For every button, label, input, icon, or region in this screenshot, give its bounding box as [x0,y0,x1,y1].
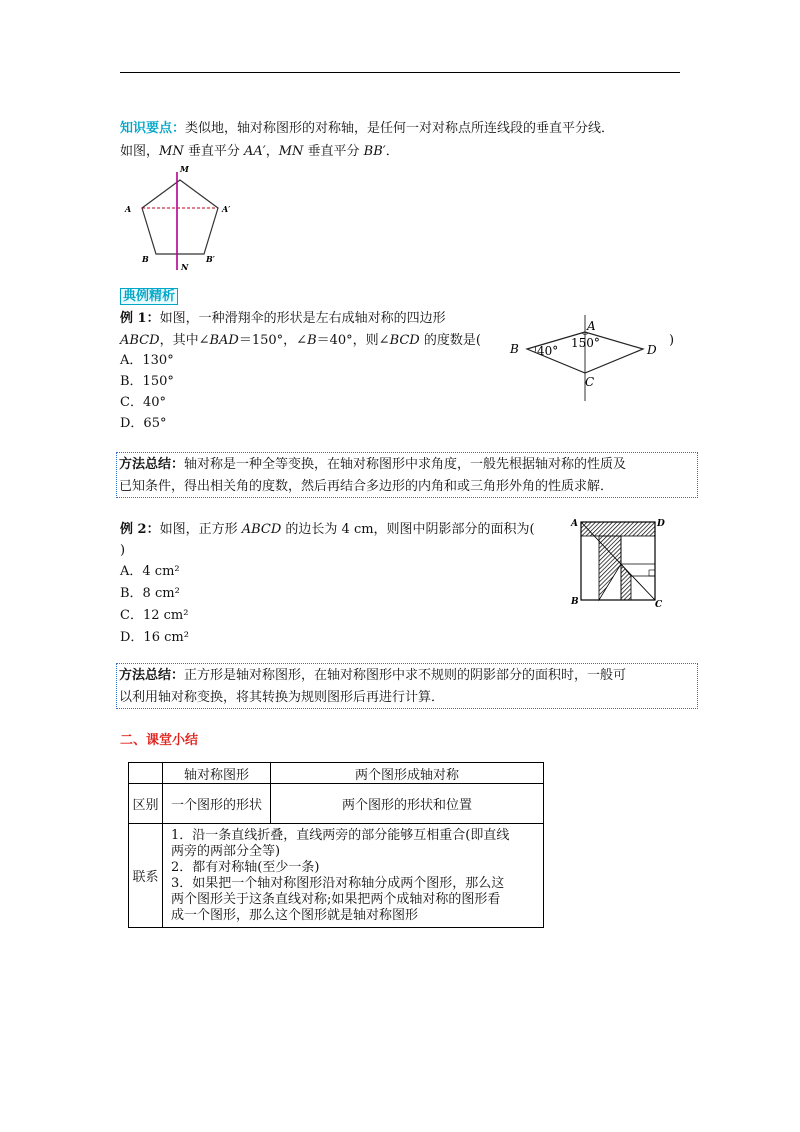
example2-line-1: 例 2：如图，正方形 ABCD 的边长为 4 cm，则图中阴影部分的面积为( [120,522,535,537]
label-m: M [180,164,189,174]
summary-table [128,762,544,928]
header-cell-empty [129,763,163,784]
table-header-row [129,763,544,784]
example1-label: 例 1： [120,311,160,326]
kite-label-a: A [587,319,596,333]
example2-label: 例 2： [120,522,160,537]
kite-angle-b-label: 40° [537,344,559,358]
link-line-1: 1．沿一条直线折叠，直线两旁的部分能够互相重合(即直线 [171,827,510,843]
kite-angle-a-label: 150° [571,336,600,350]
header-cell-1: 轴对称图形 [163,763,271,784]
method2-line-2: 以利用轴对称变换，将其转换为规则图形后再进行计算． [119,690,445,705]
row-diff-col1: 一个图形的形状 [163,784,271,824]
shaded-left-region [599,536,621,600]
method1-line-2: 已知条件，得出相关角的度数，然后再结合多边形的内角和或三角形外角的性质求解． [119,479,614,494]
angle-b-arc [535,346,536,352]
pentagon-shape [142,180,218,254]
method2-line-1: 方法总结：正方形是轴对称图形，在轴对称图形中求不规则的阴影部分的面积时，一般可 [119,668,627,683]
row-diff-col2: 两个图形的形状和位置 [271,784,544,824]
link-line-5: 两个图形关于这条直线对称;如果把两个成轴对称的图形看 [171,891,501,907]
example1-line-1: 例 1：如图，一种滑翔伞的形状是左右成轴对称的四边形 [120,311,446,326]
method-summary-2 [116,663,698,709]
label-a: A [125,204,132,214]
example1-option-c: C．40° [120,395,166,410]
pentagon-figure [120,160,240,275]
square-label-d: D [657,519,665,529]
example2-option-b: B．8 cm² [120,586,180,601]
summary-heading: 二、课堂小结 [120,733,199,748]
link-line-6: 成一个图形，那么这个图形就是轴对称图形 [171,907,419,923]
row-link-content [163,824,544,928]
square-label-b: B [571,597,579,607]
header-rule [120,72,680,73]
kite-label-b: B [510,342,519,356]
knowledge-line-1 [120,120,614,138]
label-b-prime: B′ [206,254,215,264]
example2-option-a: A．4 cm² [120,564,180,579]
label-b: B [142,254,149,264]
example1-option-d: D．65° [120,416,167,431]
row-link-label: 联系 [129,824,163,928]
link-line-4: 3．如果把一个轴对称图形沿对称轴分成两个图形，那么这 [171,875,505,891]
kite-label-d: D [647,343,657,357]
knowledge-text: 类似地，轴对称图形的对称轴，是任何一对对称点所连线段的垂直平分线． [185,121,615,136]
example1-option-b: B．150° [120,374,174,389]
example1-line-2: ABCD，其中∠BAD＝150°，∠B＝40°，则∠BCD 的度数是( [120,333,481,348]
link-line-3: 2．都有对称轴(至少一条) [171,859,320,875]
table-row-relation [129,824,544,928]
example1-close-paren: ) [669,333,675,348]
header-cell-2: 两个图形成轴对称 [271,763,544,784]
method-summary-1 [116,452,698,498]
example2-option-c: C．12 cm² [120,608,189,623]
knowledge-label: 知识要点： [120,121,186,136]
square-label-a: A [571,519,578,529]
label-n: N [181,262,189,272]
section-heading: 典例精析 [120,288,178,306]
link-line-2: 两旁的两部分全等) [171,843,281,859]
table-row-difference [129,784,544,824]
kite-label-c: C [585,375,595,389]
label-a-prime: A′ [222,204,231,214]
row-diff-label: 区别 [129,784,163,824]
example1-option-a: A．130° [120,353,174,368]
square-label-c: C [655,600,663,610]
right-angle-mark [649,570,655,576]
square-figure [565,514,675,610]
example2-option-d: D．16 cm² [120,630,189,645]
method1-line-1: 方法总结：轴对称是一种全等变换，在轴对称图形中求角度，一般先根据轴对称的性质及 [119,457,627,472]
example2-line-2: ) [120,543,126,558]
kite-figure [505,315,665,405]
knowledge-line-2: 如图，MN 垂直平分 AA′，MN 垂直平分 BB′． [120,144,399,159]
